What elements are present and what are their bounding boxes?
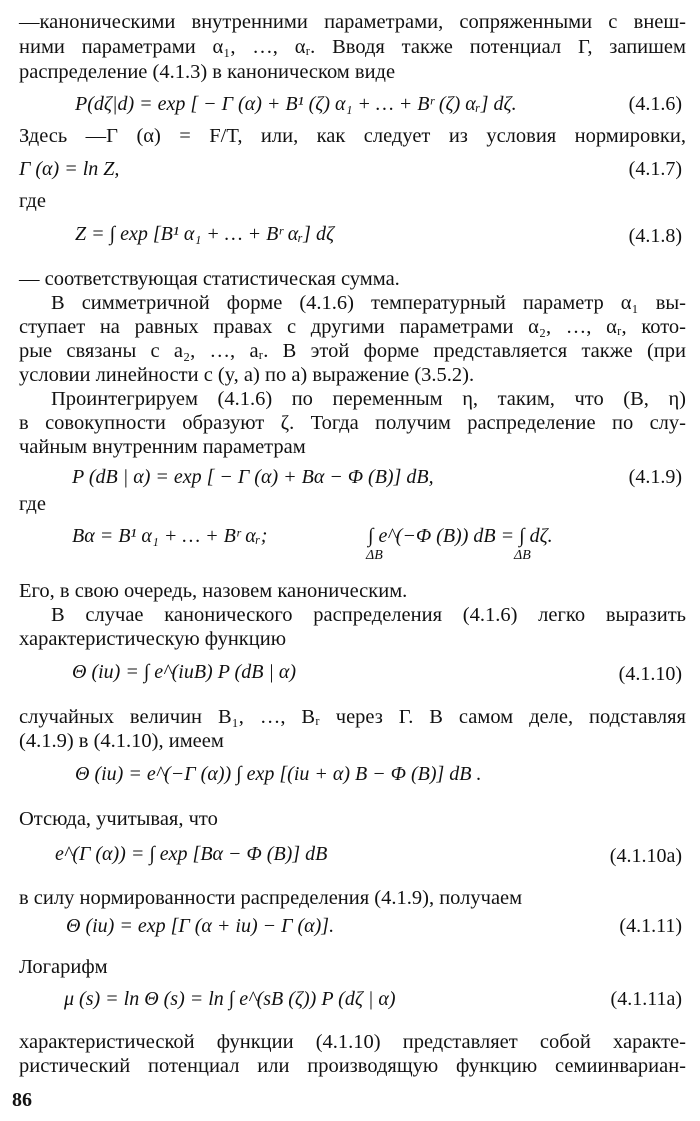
equation-4-1-6: P(dζ|d) = exp [ − Γ (α) + B¹ (ζ) α₁ + … + Bʳ (ζ) αᵣ] dζ.: [75, 93, 517, 115]
text-line: — соответствующая статистическая сумма.: [19, 268, 400, 290]
text-line: условии линейности c (y, a) по a) выражение (3.5.2).: [19, 364, 475, 386]
text-line: ними параметрами α₁, …, αᵣ. Вводя также потенциал Γ, запишем: [19, 36, 686, 58]
equation-number: (4.1.10a): [609, 845, 682, 867]
text-line: Логарифм: [19, 956, 108, 978]
equation-number: (4.1.10): [618, 663, 682, 685]
equation-4-1-11: Θ (iu) = exp [Γ (α + iu) − Γ (α)].: [66, 915, 335, 937]
text-line: характеристическую функцию: [19, 628, 287, 650]
equation-4-1-9: P (dB | α) = exp [ − Γ (α) + Bα − Φ (B)] dB,: [72, 466, 434, 488]
equation-4-1-8: Z = ∫ exp [B¹ α₁ + … + Bʳ αᵣ] dζ: [75, 223, 335, 245]
equation-theta-expanded: Θ (iu) = e^(−Γ (α)) ∫ exp [(iu + α) B − Φ (B)] dB .: [75, 763, 482, 785]
equation-number: (4.1.6): [628, 93, 682, 115]
text-line: Его, в свою очередь, назовем каноническим.: [19, 580, 408, 602]
equation-number: (4.1.8): [628, 225, 682, 247]
text-line: ристический потенциал или производящую функцию семиинвариан-: [19, 1055, 686, 1077]
equation-4-1-10a: e^(Γ (α)) = ∫ exp [Bα − Φ (B)] dB: [55, 843, 328, 865]
equation-number: (4.1.7): [628, 158, 682, 180]
page-number: 86: [12, 1089, 32, 1111]
text-line: Здесь —Γ (α) = F/T, или, как следует из условия нормировки,: [19, 125, 686, 147]
text-line: Отсюда, учитывая, что: [19, 808, 218, 830]
equation-number: (4.1.11): [619, 915, 682, 937]
text-line: случайных величин B₁, …, Bᵣ через Γ. В самом деле, подставляя: [19, 706, 686, 728]
equation-integral-identity: ∫ e^(−Φ (B)) dB = ∫ dζ.: [368, 525, 553, 547]
equation-b-alpha: Bα = B¹ α₁ + … + Bʳ αᵣ;: [72, 525, 268, 547]
text-line: где: [19, 493, 46, 515]
text-line: Проинтегрируем (4.1.6) по переменным η, таким, что (B, η): [51, 388, 686, 410]
text-line: чайным внутренним параметрам: [19, 436, 306, 458]
text-line: ступает на равных правах с другими параметрами α₂, …, αᵣ, кото-: [19, 316, 686, 338]
equation-4-1-11a: μ (s) = ln Θ (s) = ln ∫ e^(sB (ζ)) P (dζ | α): [64, 988, 396, 1010]
equation-number: (4.1.9): [628, 466, 682, 488]
text-line: —каноническими внутренними параметрами, сопряженными с внеш-: [19, 11, 686, 33]
text-line: распределение (4.1.3) в каноническом виде: [19, 61, 396, 83]
integral-subscript: ΔB: [514, 548, 531, 563]
equation-4-1-7: Γ (α) = ln Z,: [19, 158, 120, 180]
text-line: характеристической функции (4.1.10) представляет собой характе-: [19, 1031, 686, 1053]
text-line: В симметричной форме (4.1.6) температурный параметр α₁ вы-: [51, 292, 686, 314]
text-line: В случае канонического распределения (4.1.6) легко выразить: [51, 604, 686, 626]
text-line: (4.1.9) в (4.1.10), имеем: [19, 730, 224, 752]
text-line: в совокупности образуют ζ. Тогда получим распределение по слу-: [19, 412, 686, 434]
integral-subscript: ΔB: [366, 548, 383, 563]
equation-number: (4.1.11a): [610, 988, 682, 1010]
text-line: где: [19, 190, 46, 212]
text-line: в силу нормированности распределения (4.1.9), получаем: [19, 887, 523, 909]
text-line: рые связаны с a₂, …, aᵣ. В этой форме представляется также (при: [19, 340, 686, 362]
equation-4-1-10: Θ (iu) = ∫ e^(iuB) P (dB | α): [72, 661, 297, 683]
